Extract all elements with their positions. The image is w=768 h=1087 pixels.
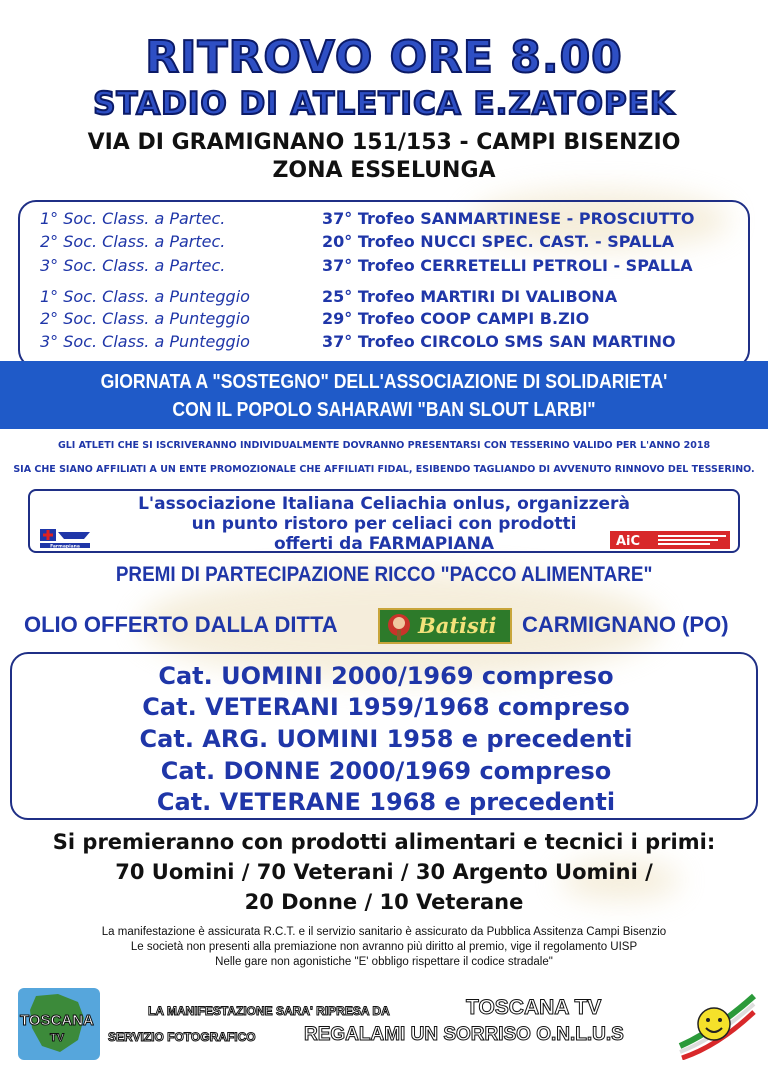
- media-name: TOSCANA TV: [466, 996, 602, 1019]
- media-prefix: LA MANIFESTAZIONE SARA' RIPRESA DA: [148, 1004, 390, 1018]
- celiac-line: un punto ristoro per celiaci con prodotti: [191, 514, 577, 534]
- toscana-tv-logo: [18, 988, 100, 1060]
- category-item: Cat. VETERANE 1968 e precedenti: [156, 788, 616, 816]
- awards-line: 70 Uomini / 70 Veterani / 30 Argento Uomini /: [115, 860, 653, 884]
- smile-logo-icon: [676, 990, 756, 1060]
- batisti-logo: [378, 608, 512, 644]
- photo-name: REGALAMI UN SORRISO O.N.L.U.S: [304, 1024, 624, 1045]
- trophy-rank: 3° Soc. Class. a Partec.: [40, 256, 226, 275]
- awards-line: Si premieranno con prodotti alimentari e tecnici i primi:: [52, 830, 716, 854]
- trophy-name: 20° Trofeo NUCCI SPEC. CAST. - SPALLA: [322, 232, 675, 251]
- awards-line: 20 Donne / 10 Veterane: [244, 890, 524, 914]
- banner-line: GIORNATA A "SOSTEGNO" DELL'ASSOCIAZIONE DI SOLIDARIETA': [100, 371, 668, 393]
- participation-prizes: PREMI DI PARTECIPAZIONE RICCO "PACCO ALIMENTARE": [115, 563, 653, 586]
- tv-logo-text: TOSCANA: [20, 1012, 94, 1029]
- registration-notice: SIA CHE SIANO AFFILIATI A UN ENTE PROMOZIONALE CHE AFFILIATI FIDAL, ESIBENDO TAGLIANDO DI AVVENUTO RINNOVO DEL TESSERINO.: [13, 464, 755, 475]
- tv-logo-sub: TV: [50, 1032, 65, 1044]
- footer-line: Le società non presenti alla premiazione non avranno più diritto al premio, vige il regolamento UISP: [130, 941, 638, 953]
- venue-title: STADIO DI ATLETICA E.ZATOPEK: [93, 86, 675, 122]
- footer-line: La manifestazione è assicurata R.C.T. e il servizio sanitario è assicurato da Pubblica Assitenza Campi Bisenzio: [101, 926, 667, 938]
- category-item: Cat. UOMINI 2000/1969 compreso: [158, 662, 614, 690]
- celiac-line: L'associazione Italiana Celiachia onlus, organizzerà: [138, 494, 630, 514]
- aic-logo-icon: [610, 531, 730, 549]
- trophy-name: 37° Trofeo SANMARTINESE - PROSCIUTTO: [322, 209, 695, 228]
- zone-line: ZONA ESSELUNGA: [272, 158, 496, 183]
- solidarity-banner: [0, 361, 768, 429]
- trophy-rank: 1° Soc. Class. a Punteggio: [40, 287, 250, 306]
- trophy-name: 25° Trofeo MARTIRI DI VALIBONA: [322, 287, 618, 306]
- page-title: RITROVO ORE 8.00: [145, 32, 623, 83]
- category-item: Cat. ARG. UOMINI 1958 e precedenti: [139, 725, 633, 753]
- trophy-rank: 2° Soc. Class. a Punteggio: [40, 309, 250, 328]
- farmapiana-logo-text: Farmapiana: [50, 544, 80, 549]
- aic-logo-text: AiC: [616, 534, 641, 549]
- olive-tree-icon: [384, 612, 414, 642]
- olive-oil-location: CARMIGNANO (PO): [522, 612, 729, 637]
- registration-notice: GLI ATLETI CHE SI ISCRIVERANNO INDIVIDUALMENTE DOVRANNO PRESENTARSI CON TESSERINO VALIDO PER L'ANNO 2018: [57, 440, 711, 451]
- trophy-name: 37° Trofeo CERRETELLI PETROLI - SPALLA: [322, 256, 693, 275]
- trophy-name: 29° Trofeo COOP CAMPI B.ZIO: [322, 309, 590, 328]
- olive-oil-sponsor-text: OLIO OFFERTO DALLA DITTA: [24, 612, 338, 637]
- trophy-rank: 1° Soc. Class. a Partec.: [40, 209, 226, 228]
- banner-line: CON IL POPOLO SAHARAWI "BAN SLOUT LARBI": [172, 399, 596, 421]
- categories-box: [10, 652, 758, 820]
- trophy-rank: 2° Soc. Class. a Partec.: [40, 232, 226, 251]
- trophy-rank: 3° Soc. Class. a Punteggio: [40, 332, 250, 351]
- category-item: Cat. VETERANI 1959/1968 compreso: [142, 693, 630, 721]
- footer-line: Nelle gare non agonistiche "E' obbligo rispettare il codice stradale": [215, 956, 553, 968]
- celiac-line: offerti da FARMAPIANA: [273, 534, 495, 554]
- celiac-box: [28, 489, 740, 553]
- category-item: Cat. DONNE 2000/1969 compreso: [160, 757, 612, 785]
- photo-prefix: SERVIZIO FOTOGRAFICO: [108, 1030, 256, 1044]
- address-line: VIA DI GRAMIGNANO 151/153 - CAMPI BISENZIO: [87, 130, 681, 155]
- trophy-name: 37° Trofeo CIRCOLO SMS SAN MARTINO: [322, 332, 676, 351]
- farmapiana-logo-icon: [38, 527, 92, 549]
- batisti-brand: Batisti: [418, 613, 497, 638]
